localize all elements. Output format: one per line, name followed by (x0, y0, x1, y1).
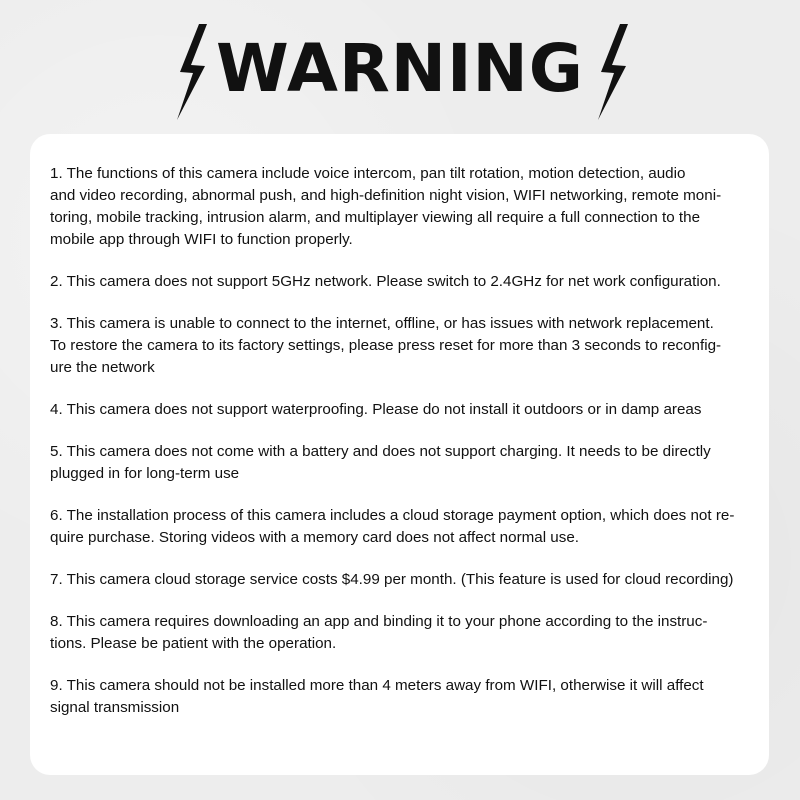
warning-item-9: 9. This camera should not be installed more than 4 meters away from WIFI, otherwise it will affect signal transmission (50, 677, 704, 716)
warning-item-2: 2. This camera does not support 5GHz network. Please switch to 2.4GHz for net work configuration. (50, 273, 721, 290)
warning-card (30, 134, 769, 775)
lightning-bolt-icon (592, 24, 632, 120)
warning-item-5: 5. This camera does not come with a battery and does not support charging. It needs to be directly plugged in for long-term use (50, 443, 711, 482)
warning-item-7: 7. This camera cloud storage service costs $4.99 per month. (This feature is used for cloud recording) (50, 571, 734, 588)
warning-item-4: 4. This camera does not support waterproofing. Please do not install it outdoors or in damp areas (50, 401, 702, 418)
warning-item-6: 6. The installation process of this camera includes a cloud storage payment option, which does not re- quire purchase. Storing videos with a memory card does not affect normal use. (50, 507, 735, 546)
warning-header (0, 0, 800, 132)
warning-item-8: 8. This camera requires downloading an app and binding it to your phone according to the instruc- tions. Please be patient with the operation. (50, 613, 708, 652)
warning-item-3: 3. This camera is unable to connect to the internet, offline, or has issues with network replacement. To restore the camera to its factory settings, please press reset for more than 3 seconds to reconfig- ure the network (50, 315, 722, 376)
warning-item-1: 1. The functions of this camera include voice intercom, pan tilt rotation, motion detection, audio and video recording, abnormal push, and high-definition night vision, WIFI networking, remote moni- toring, mobile tracking, intrusion alarm, and multiplayer viewing all require a full connection to the mobile app through WIFI to function properly. (50, 165, 722, 248)
warning-title: WARNING (216, 30, 584, 107)
